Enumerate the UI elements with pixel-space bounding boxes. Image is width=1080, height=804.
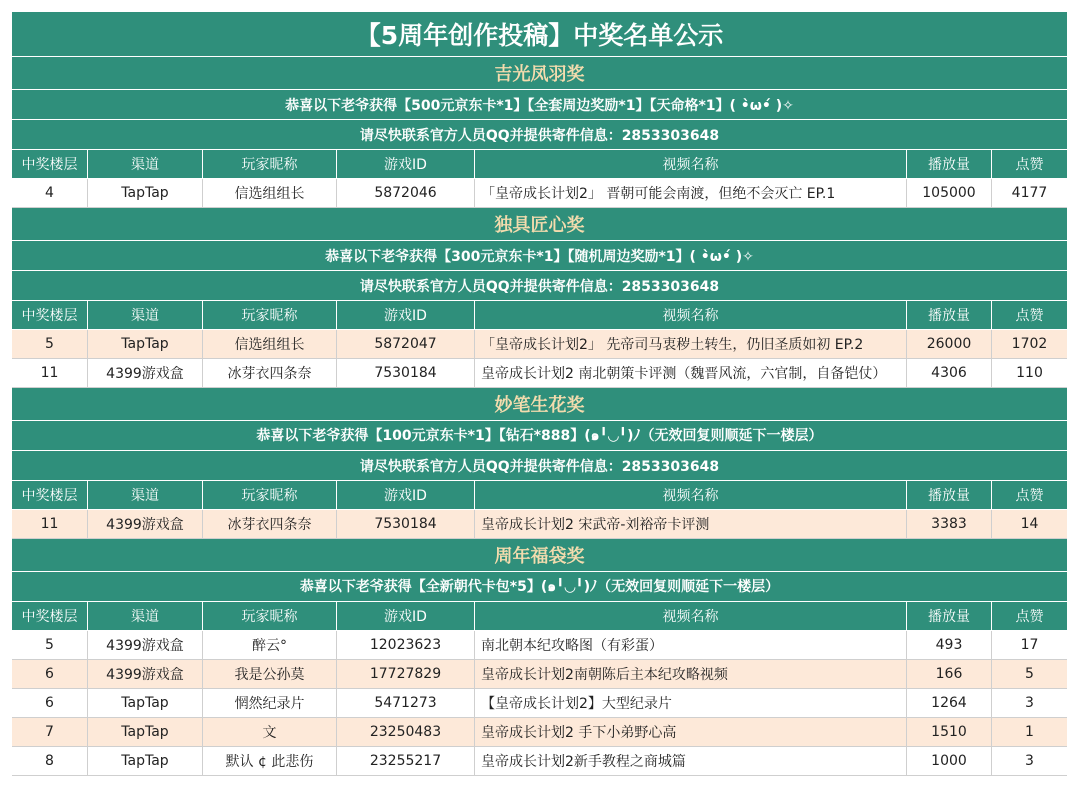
table-row [12,718,1067,747]
play-count-cell: 1000 [907,747,992,776]
column-header: 游戏ID [337,602,475,631]
play-count-cell: 4306 [907,359,992,388]
video-title-cell: 【皇帝成长计划2】大型纪录片 [475,689,907,718]
play-count-cell: 166 [907,660,992,689]
floor-cell: 4 [12,179,88,208]
likes-cell: 14 [992,510,1067,539]
table-row [12,660,1067,689]
nickname-cell: 冰芽衣四条奈 [203,359,337,388]
game-id-cell: 17727829 [337,660,475,689]
channel-cell: TapTap [88,718,203,747]
award-section [12,388,1067,539]
column-header: 渠道 [88,301,203,330]
award-section [12,57,1067,208]
channel-cell: 4399游戏盒 [88,510,203,539]
video-title-cell: 皇帝成长计划2新手教程之商城篇 [475,747,907,776]
channel-cell: TapTap [88,179,203,208]
play-count-cell: 493 [907,631,992,660]
floor-cell: 5 [12,330,88,359]
floor-cell: 7 [12,718,88,747]
video-title-cell: 「皇帝成长计划2」 晋朝可能会南渡，但绝不会灭亡 EP.1 [475,179,907,208]
sheet-title: 【5周年创作投稿】中奖名单公示 [12,12,1067,57]
floor-cell: 5 [12,631,88,660]
nickname-cell: 文 [203,718,337,747]
floor-cell: 6 [12,660,88,689]
column-header: 视频名称 [475,301,907,330]
likes-cell: 1 [992,718,1067,747]
game-id-cell: 12023623 [337,631,475,660]
column-header: 视频名称 [475,150,907,179]
table-header-row [12,301,1067,330]
award-section [12,539,1067,776]
column-header: 渠道 [88,150,203,179]
winners-announcement-sheet [12,12,1067,776]
table-row [12,179,1067,208]
video-title-cell: 皇帝成长计划2 手下小弟野心高 [475,718,907,747]
table-header-row [12,602,1067,631]
channel-cell: TapTap [88,330,203,359]
award-title: 周年福袋奖 [12,539,1067,572]
column-header: 播放量 [907,150,992,179]
table-row [12,631,1067,660]
award-notice-line: 请尽快联系官方人员QQ并提供寄件信息：2853303648 [12,451,1067,481]
game-id-cell: 7530184 [337,510,475,539]
award-notice-line: 请尽快联系官方人员QQ并提供寄件信息：2853303648 [12,271,1067,301]
nickname-cell: 我是公孙莫 [203,660,337,689]
channel-cell: 4399游戏盒 [88,359,203,388]
nickname-cell: 信选组组长 [203,330,337,359]
column-header: 玩家昵称 [203,481,337,510]
likes-cell: 17 [992,631,1067,660]
nickname-cell: 默认 ¢ 此悲伤 [203,747,337,776]
floor-cell: 11 [12,510,88,539]
column-header: 游戏ID [337,150,475,179]
play-count-cell: 26000 [907,330,992,359]
game-id-cell: 5872047 [337,330,475,359]
column-header: 点赞 [992,481,1067,510]
column-header: 播放量 [907,602,992,631]
column-header: 玩家昵称 [203,150,337,179]
award-notice-line: 恭喜以下老爷获得【300元京东卡*1】【随机周边奖励*1】( •̀ω•́ )✧ [12,241,1067,271]
likes-cell: 3 [992,689,1067,718]
channel-cell: 4399游戏盒 [88,660,203,689]
floor-cell: 11 [12,359,88,388]
column-header: 点赞 [992,602,1067,631]
column-header: 播放量 [907,481,992,510]
column-header: 渠道 [88,481,203,510]
likes-cell: 3 [992,747,1067,776]
channel-cell: TapTap [88,689,203,718]
table-row [12,359,1067,388]
column-header: 游戏ID [337,301,475,330]
table-row [12,747,1067,776]
column-header: 点赞 [992,150,1067,179]
channel-cell: TapTap [88,747,203,776]
likes-cell: 110 [992,359,1067,388]
table-row [12,510,1067,539]
award-title: 吉光凤羽奖 [12,57,1067,90]
play-count-cell: 105000 [907,179,992,208]
video-title-cell: 皇帝成长计划2 南北朝策卡评测（魏晋风流，六官制，自备铠仗） [475,359,907,388]
column-header: 视频名称 [475,602,907,631]
column-header: 中奖楼层 [12,602,88,631]
award-section [12,208,1067,388]
video-title-cell: 南北朝本纪攻略图（有彩蛋） [475,631,907,660]
nickname-cell: 惘然纪录片 [203,689,337,718]
play-count-cell: 3383 [907,510,992,539]
column-header: 播放量 [907,301,992,330]
column-header: 点赞 [992,301,1067,330]
video-title-cell: 皇帝成长计划2南朝陈后主本纪攻略视频 [475,660,907,689]
video-title-cell: 皇帝成长计划2 宋武帝-刘裕帝卡评测 [475,510,907,539]
nickname-cell: 醉云° [203,631,337,660]
table-header-row [12,150,1067,179]
play-count-cell: 1510 [907,718,992,747]
column-header: 玩家昵称 [203,602,337,631]
column-header: 视频名称 [475,481,907,510]
award-sections [12,57,1067,776]
column-header: 中奖楼层 [12,301,88,330]
game-id-cell: 23250483 [337,718,475,747]
award-notice-line: 请尽快联系官方人员QQ并提供寄件信息：2853303648 [12,120,1067,150]
table-row [12,330,1067,359]
game-id-cell: 23255217 [337,747,475,776]
game-id-cell: 5471273 [337,689,475,718]
table-row [12,689,1067,718]
nickname-cell: 冰芽衣四条奈 [203,510,337,539]
floor-cell: 6 [12,689,88,718]
table-header-row [12,481,1067,510]
award-notice-line: 恭喜以下老爷获得【500元京东卡*1】【全套周边奖励*1】【天命格*1】( •̀ω•́ )✧ [12,90,1067,120]
column-header: 中奖楼层 [12,481,88,510]
play-count-cell: 1264 [907,689,992,718]
floor-cell: 8 [12,747,88,776]
game-id-cell: 7530184 [337,359,475,388]
likes-cell: 1702 [992,330,1067,359]
award-title: 独具匠心奖 [12,208,1067,241]
likes-cell: 5 [992,660,1067,689]
column-header: 玩家昵称 [203,301,337,330]
video-title-cell: 「皇帝成长计划2」 先帝司马衷秽土转生，仍旧圣质如初 EP.2 [475,330,907,359]
award-notice-line: 恭喜以下老爷获得【100元京东卡*1】【钻石*888】(๑╹◡╹)ﾉ（无效回复则顺延下一楼层） [12,421,1067,451]
game-id-cell: 5872046 [337,179,475,208]
column-header: 中奖楼层 [12,150,88,179]
column-header: 游戏ID [337,481,475,510]
column-header: 渠道 [88,602,203,631]
nickname-cell: 信选组组长 [203,179,337,208]
likes-cell: 4177 [992,179,1067,208]
award-title: 妙笔生花奖 [12,388,1067,421]
award-notice-line: 恭喜以下老爷获得【全新朝代卡包*5】(๑╹◡╹)ﾉ（无效回复则顺延下一楼层） [12,572,1067,602]
channel-cell: 4399游戏盒 [88,631,203,660]
